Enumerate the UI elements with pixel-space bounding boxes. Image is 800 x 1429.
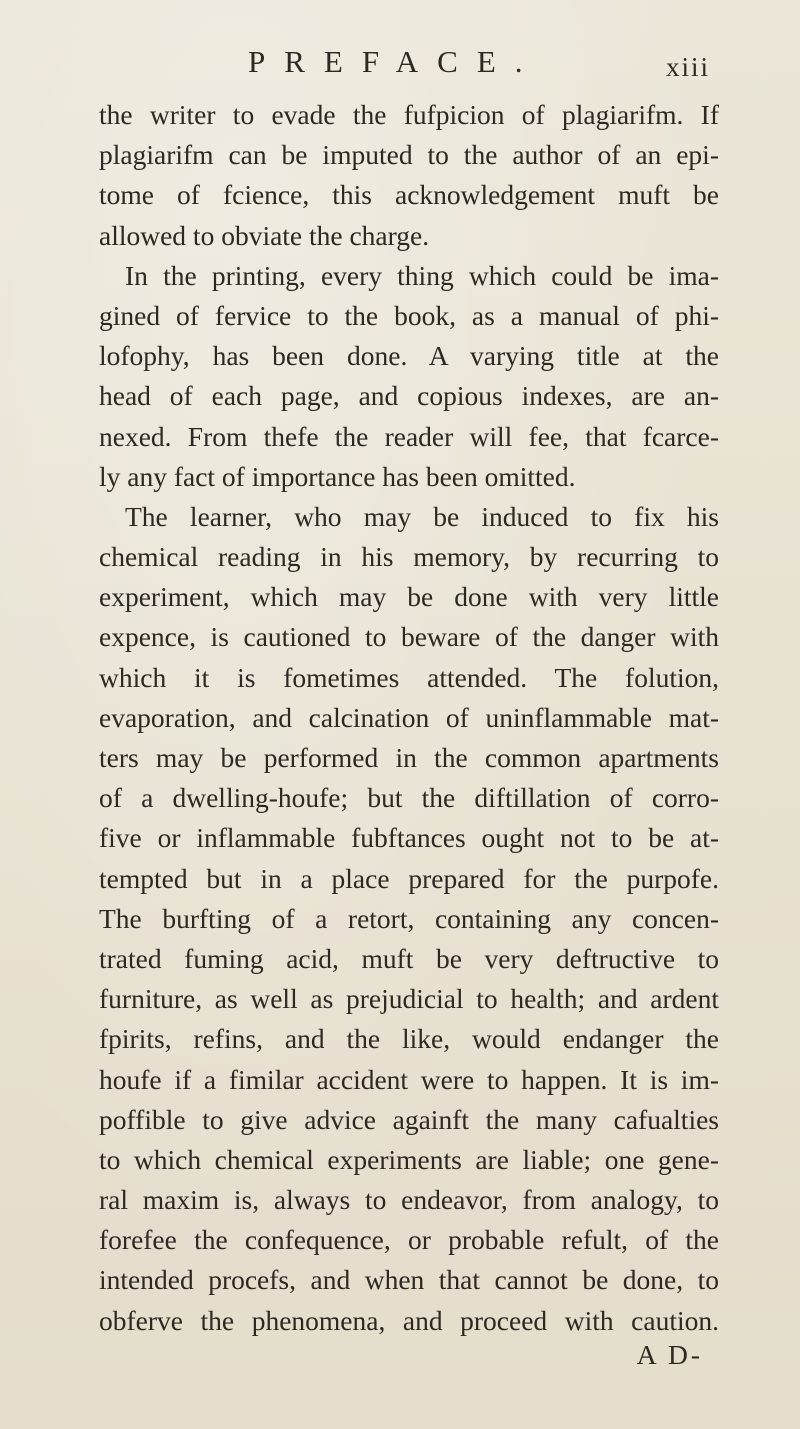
text-line: nexed. From thefe the reader will fee, that fcarce-: [99, 420, 719, 452]
text-line: obferve the phenomena, and proceed with caution.: [99, 1304, 719, 1336]
text-line: poffible to give advice againft the many cafualties: [99, 1103, 719, 1135]
text-line: furniture, as well as prejudicial to health; and ardent: [99, 983, 719, 1015]
catchword-row: [99, 1335, 719, 1375]
text-line: to which chemical experiments are liable; one gene-: [99, 1143, 719, 1175]
paragraph-start-line: The learner, who may be induced to fix his: [125, 500, 719, 532]
text-line: of a dwelling-houfe; but the diftillation of corro-: [99, 782, 719, 814]
text-line: The burfting of a retort, containing any concen-: [99, 902, 719, 934]
paragraph-end-line: ly any fact of importance has been omitted.: [99, 460, 576, 492]
body-text: [99, 95, 719, 1341]
text-line: tempted but in a place prepared for the purpofe.: [99, 862, 719, 894]
text-line: head of each page, and copious indexes, are an-: [99, 380, 719, 412]
text-line: ters may be performed in the common apartments: [99, 742, 719, 773]
text-line: lofophy, has been done. A varying title at the: [99, 340, 719, 372]
running-title: PREFACE.: [248, 44, 542, 79]
text-line: which it is fometimes attended. The folution,: [99, 661, 719, 693]
catchword: A D-: [636, 1339, 703, 1370]
text-line: houfe if a fimilar accident were to happen. It is im-: [99, 1063, 719, 1095]
paragraph-start-line: In the printing, every thing which could be ima-: [125, 259, 719, 291]
text-line: trated fuming acid, muft be very deftructive to: [99, 942, 719, 974]
text-line: expence, is cautioned to beware of the danger with: [99, 621, 719, 653]
text-line: evaporation, and calcination of uninflammable mat-: [99, 701, 719, 733]
page-number: xiii: [665, 52, 710, 82]
text-line: plagiarifm can be imputed to the author of an epi-: [99, 139, 719, 171]
paragraph-end-line: allowed to obviate the charge.: [99, 219, 430, 251]
running-head: [248, 44, 718, 84]
text-line: forefee the confequence, or probable refult, of the: [99, 1224, 719, 1256]
text-line: experiment, which may be done with very little: [99, 581, 719, 613]
text-line: five or inflammable fubftances ought not to be at-: [99, 822, 719, 854]
text-line: tome of fcience, this acknowledgement muft be: [99, 179, 719, 211]
text-line: fpirits, refins, and the like, would endanger the: [99, 1023, 719, 1055]
text-line: ral maxim is, always to endeavor, from analogy, to: [99, 1184, 719, 1216]
text-line: chemical reading in his memory, by recurring to: [99, 541, 719, 573]
text-line: gined of fervice to the book, as a manual of phi-: [99, 299, 719, 331]
text-line: the writer to evade the fufpicion of plagiarifm. If: [99, 99, 719, 130]
text-line: intended procefs, and when that cannot be done, to: [99, 1264, 719, 1296]
